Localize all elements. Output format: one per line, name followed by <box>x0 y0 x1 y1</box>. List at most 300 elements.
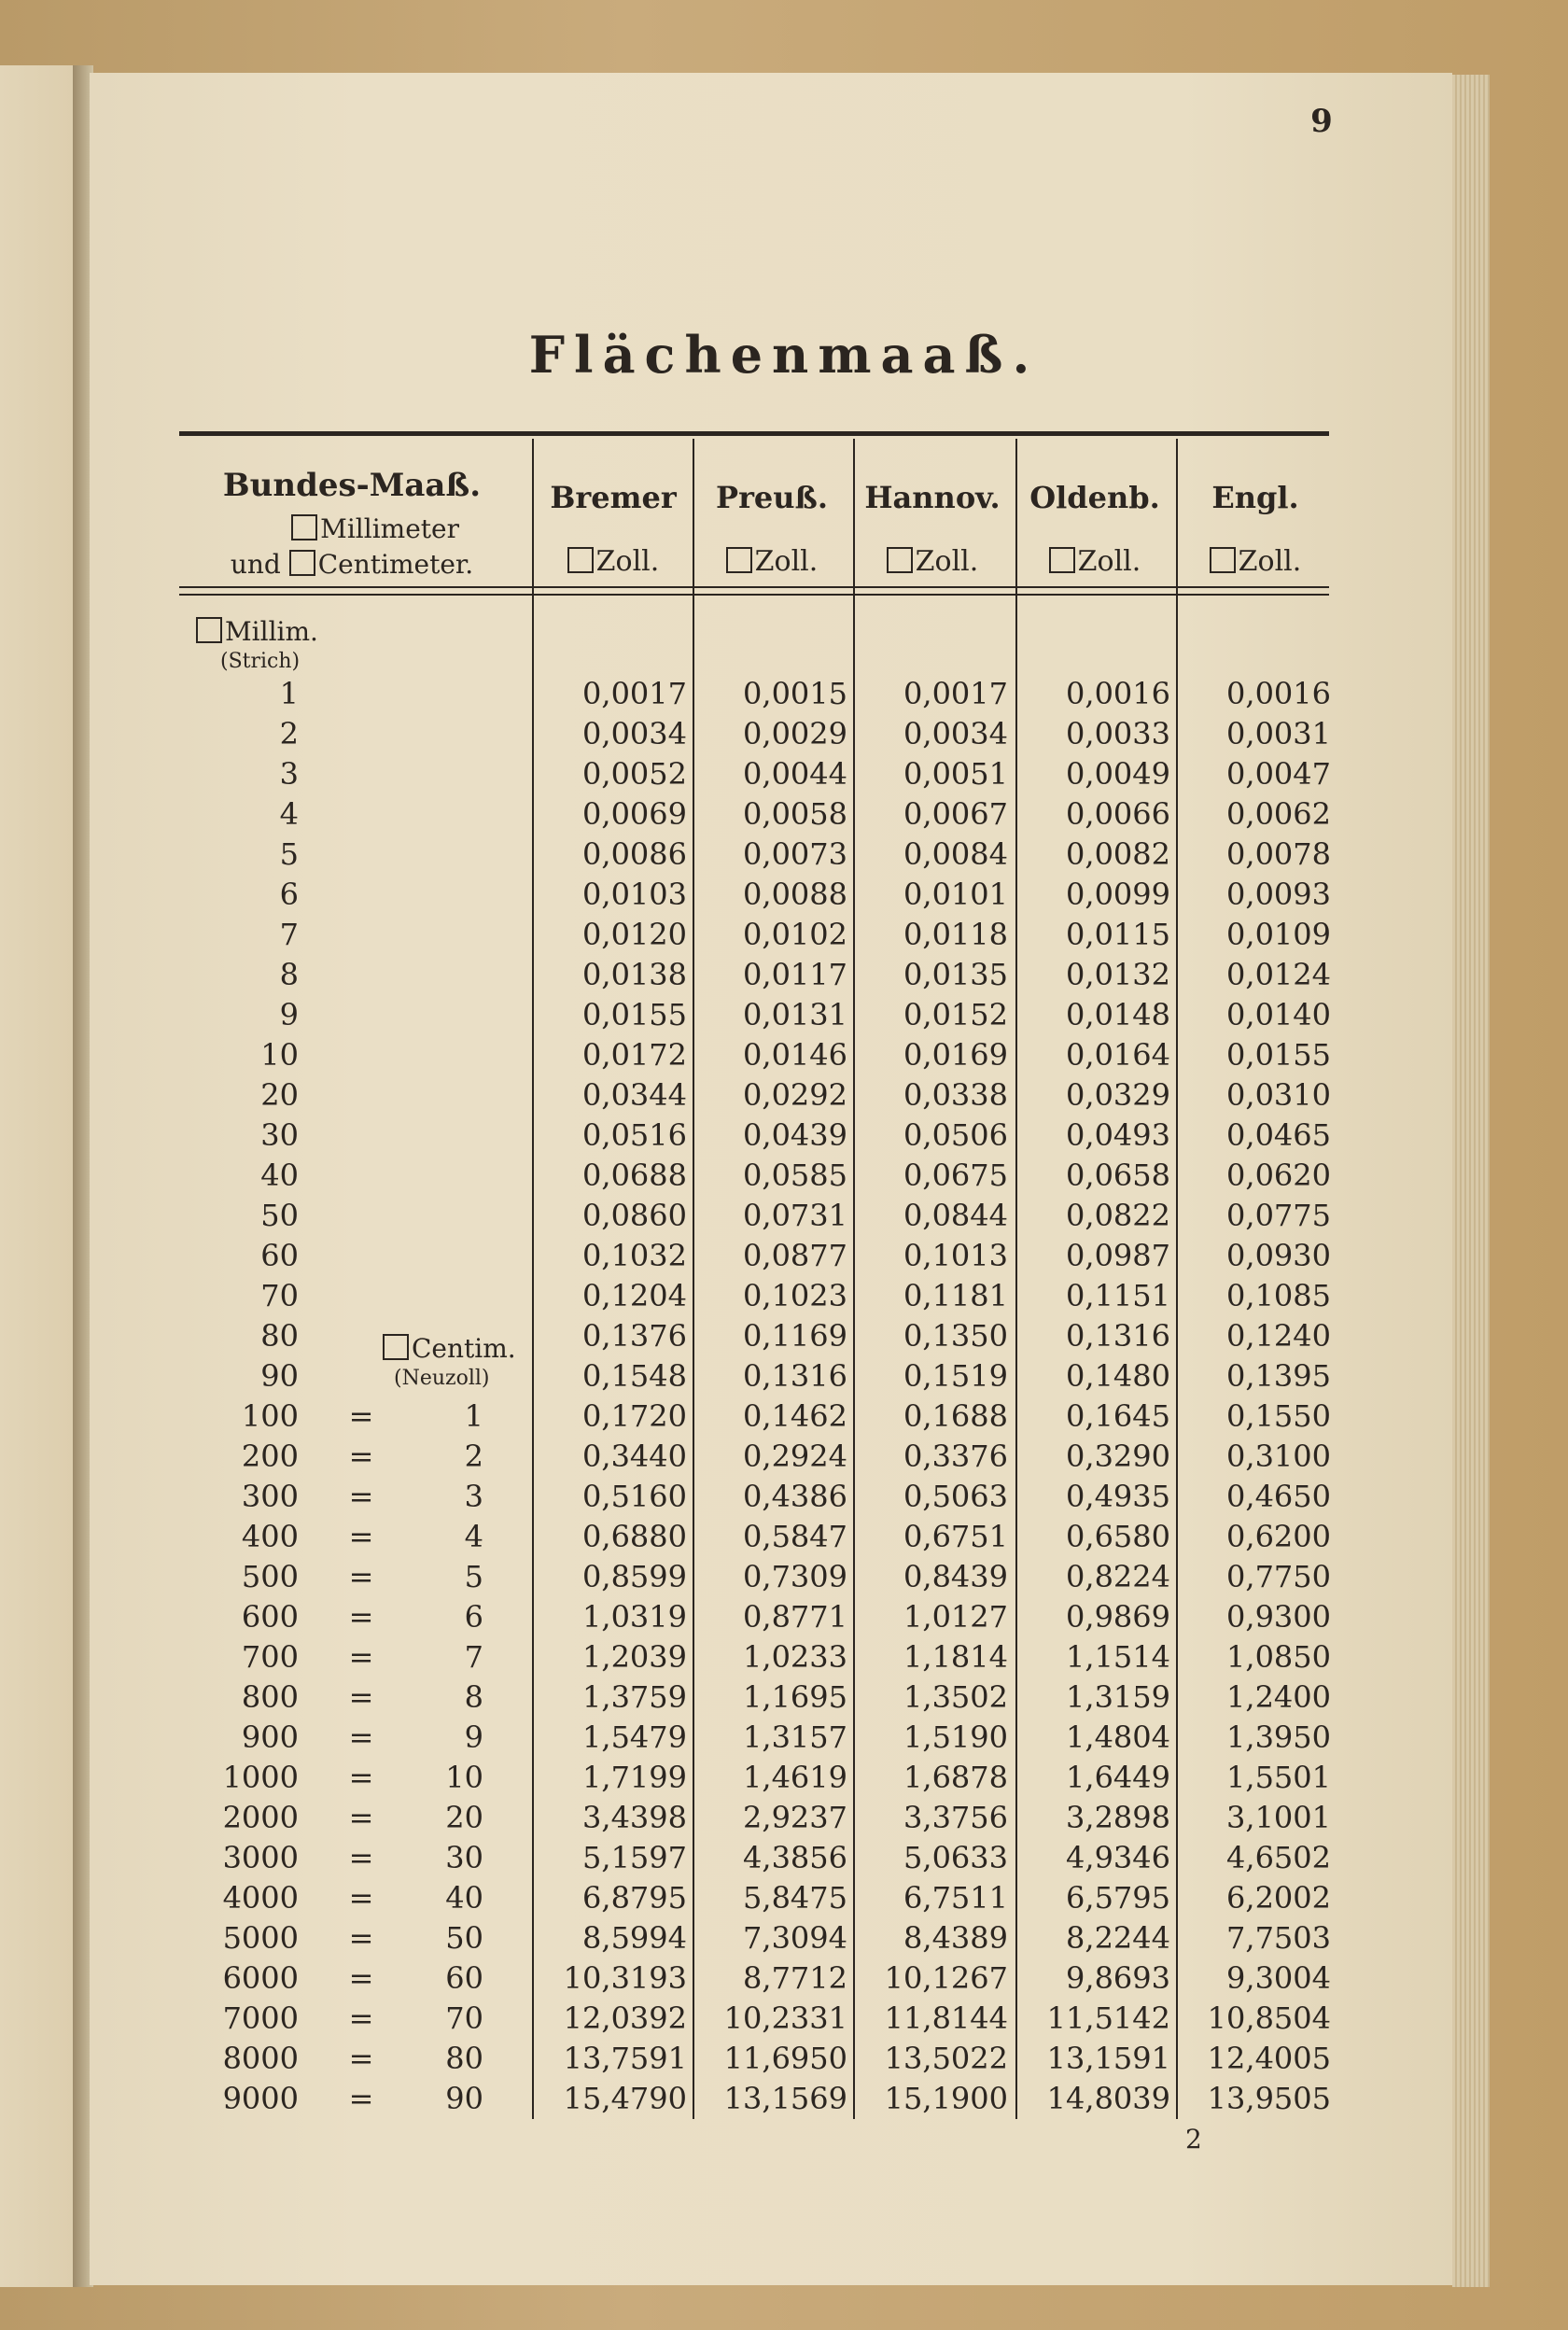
cell-value: 0,0067 <box>903 796 1008 832</box>
cell-equals: = <box>348 1960 374 1996</box>
cell-equals: = <box>348 1398 374 1434</box>
cell-millimeter: 2 <box>279 716 299 751</box>
header-bundes-maass: Bundes-Maaß. <box>222 467 482 504</box>
cell-millimeter: 8 <box>279 957 299 992</box>
cell-value: 10,8504 <box>1207 2000 1331 2036</box>
cell-value: 0,0987 <box>1066 1238 1170 1273</box>
cell-value: 0,1181 <box>903 1278 1008 1313</box>
cell-value: 6,8795 <box>582 1880 687 1916</box>
cell-value: 0,0066 <box>1066 796 1170 832</box>
cell-millimeter: 600 <box>241 1599 299 1635</box>
table-row <box>0 676 1568 716</box>
cell-value: 0,5160 <box>582 1479 687 1514</box>
cell-value: 0,0658 <box>1066 1158 1170 1193</box>
cell-value: 0,3440 <box>582 1439 687 1474</box>
cell-equals: = <box>348 1559 374 1594</box>
cell-value: 0,0082 <box>1066 836 1170 872</box>
cell-value: 0,0338 <box>903 1077 1008 1113</box>
cell-millimeter: 8000 <box>222 2041 299 2076</box>
cell-millimeter: 5000 <box>222 1920 299 1956</box>
cell-centimeter: 7 <box>464 1639 483 1675</box>
cell-millimeter: 90 <box>260 1358 299 1394</box>
cell-value: 1,5479 <box>582 1719 687 1755</box>
cell-value: 0,2924 <box>743 1439 847 1474</box>
table-row <box>0 1117 1568 1158</box>
cell-value: 0,1395 <box>1226 1358 1331 1394</box>
cell-millimeter: 70 <box>260 1278 299 1313</box>
cell-millimeter: 6 <box>279 877 299 912</box>
cell-value: 0,0172 <box>582 1037 687 1073</box>
cell-value: 15,4790 <box>563 2081 687 2116</box>
cell-centimeter: 30 <box>445 1840 483 1875</box>
cell-value: 0,6200 <box>1226 1519 1331 1554</box>
cell-value: 0,0017 <box>903 676 1008 711</box>
cell-value: 0,7309 <box>743 1559 847 1594</box>
cell-value: 6,2002 <box>1226 1880 1331 1916</box>
cell-value: 10,2331 <box>723 2000 847 2036</box>
cell-equals: = <box>348 1800 374 1835</box>
cell-value: 0,0493 <box>1066 1117 1170 1153</box>
cell-value: 0,0084 <box>903 836 1008 872</box>
cell-centimeter: 70 <box>445 2000 483 2036</box>
cell-value: 3,3756 <box>903 1800 1008 1835</box>
cell-value: 0,0029 <box>743 716 847 751</box>
cell-value: 0,0132 <box>1066 957 1170 992</box>
cell-centimeter: 5 <box>464 1559 483 1594</box>
cell-equals: = <box>348 1519 374 1554</box>
cell-value: 1,3950 <box>1226 1719 1331 1755</box>
cell-millimeter: 10 <box>260 1037 299 1073</box>
table-top-rule <box>179 431 1329 436</box>
cell-value: 11,6950 <box>723 2041 847 2076</box>
cell-millimeter: 30 <box>260 1117 299 1153</box>
cell-millimeter: 4000 <box>222 1880 299 1916</box>
cell-value: 0,0118 <box>903 917 1008 952</box>
cell-value: 0,0101 <box>903 877 1008 912</box>
cell-value: 0,8439 <box>903 1559 1008 1594</box>
cell-millimeter: 20 <box>260 1077 299 1113</box>
table-row <box>0 1599 1568 1639</box>
cell-millimeter: 80 <box>260 1318 299 1354</box>
cell-millimeter: 40 <box>260 1158 299 1193</box>
cell-value: 0,0047 <box>1226 756 1331 792</box>
cell-value: 0,9869 <box>1066 1599 1170 1635</box>
cell-centimeter: 3 <box>464 1479 483 1514</box>
cell-value: 0,0292 <box>743 1077 847 1113</box>
cell-value: 0,6580 <box>1066 1519 1170 1554</box>
column-header-name: Preuß. <box>716 480 828 515</box>
cell-value: 1,3502 <box>903 1679 1008 1715</box>
cell-value: 1,4619 <box>743 1760 847 1795</box>
cell-value: 4,3856 <box>743 1840 847 1875</box>
table-row <box>0 1238 1568 1278</box>
cell-value: 0,0135 <box>903 957 1008 992</box>
cell-value: 1,5190 <box>903 1719 1008 1755</box>
cell-value: 5,0633 <box>903 1840 1008 1875</box>
cell-value: 1,7199 <box>582 1760 687 1795</box>
table-row <box>0 1479 1568 1519</box>
cell-value: 1,3159 <box>1066 1679 1170 1715</box>
cell-centimeter: 40 <box>445 1880 483 1916</box>
cell-value: 1,2400 <box>1226 1679 1331 1715</box>
cell-millimeter: 800 <box>241 1679 299 1715</box>
table-row <box>0 877 1568 917</box>
cell-millimeter: 4 <box>279 796 299 832</box>
neuzoll-label: (Neuzoll) <box>394 1367 490 1390</box>
cell-value: 0,0044 <box>743 756 847 792</box>
cell-value: 1,0850 <box>1226 1639 1331 1675</box>
cell-value: 0,0155 <box>582 997 687 1032</box>
table-row <box>0 1719 1568 1760</box>
cell-value: 0,1023 <box>743 1278 847 1313</box>
cell-value: 0,6751 <box>903 1519 1008 1554</box>
table-row <box>0 1960 1568 2000</box>
cell-millimeter: 9000 <box>222 2081 299 2116</box>
cell-value: 1,1814 <box>903 1639 1008 1675</box>
table-row <box>0 997 1568 1037</box>
column-header-unit: Zoll. <box>853 545 1012 578</box>
cell-value: 0,0109 <box>1226 917 1331 952</box>
cell-millimeter: 9 <box>279 997 299 1032</box>
cell-value: 0,0115 <box>1066 917 1170 952</box>
cell-value: 0,0860 <box>582 1198 687 1233</box>
cell-value: 0,1519 <box>903 1358 1008 1394</box>
table-row <box>0 1278 1568 1318</box>
cell-value: 0,0822 <box>1066 1198 1170 1233</box>
column-header-unit: Zoll. <box>693 545 851 578</box>
cell-equals: = <box>348 1639 374 1675</box>
cell-value: 13,5022 <box>884 2041 1008 2076</box>
cell-value: 0,0017 <box>582 676 687 711</box>
cell-value: 0,0516 <box>582 1117 687 1153</box>
table-row <box>0 1318 1568 1358</box>
cell-value: 0,0155 <box>1226 1037 1331 1073</box>
cell-value: 0,1350 <box>903 1318 1008 1354</box>
cell-millimeter: 7000 <box>222 2000 299 2036</box>
cell-value: 0,0103 <box>582 877 687 912</box>
cell-value: 9,3004 <box>1226 1960 1331 1996</box>
cell-value: 0,1376 <box>582 1318 687 1354</box>
cell-value: 13,9505 <box>1207 2081 1331 2116</box>
cell-value: 0,1204 <box>582 1278 687 1313</box>
table-row <box>0 1439 1568 1479</box>
header-centimeter: und Centimeter. <box>230 549 474 580</box>
square-icon <box>289 550 315 576</box>
table-row <box>0 1559 1568 1599</box>
square-icon <box>1210 547 1236 573</box>
cell-value: 0,1645 <box>1066 1398 1170 1434</box>
cell-equals: = <box>348 1599 374 1635</box>
table-row <box>0 2041 1568 2081</box>
table-row <box>0 1800 1568 1840</box>
cell-value: 0,0930 <box>1226 1238 1331 1273</box>
cell-value: 1,2039 <box>582 1639 687 1675</box>
cell-millimeter: 60 <box>260 1238 299 1273</box>
cell-value: 1,0319 <box>582 1599 687 1635</box>
table-row <box>0 1158 1568 1198</box>
column-header-name: Bremer <box>550 480 677 515</box>
cell-value: 0,1688 <box>903 1398 1008 1434</box>
table-row <box>0 716 1568 756</box>
column-header-name: Engl. <box>1211 480 1299 515</box>
cell-value: 0,0078 <box>1226 836 1331 872</box>
cell-equals: = <box>348 2000 374 2036</box>
cell-value: 13,1569 <box>723 2081 847 2116</box>
cell-value: 0,0688 <box>582 1158 687 1193</box>
cell-millimeter: 1000 <box>222 1760 299 1795</box>
cell-value: 1,4804 <box>1066 1719 1170 1755</box>
cell-value: 0,0877 <box>743 1238 847 1273</box>
cell-value: 0,0016 <box>1226 676 1331 711</box>
cell-centimeter: 4 <box>464 1519 483 1554</box>
table-row <box>0 1519 1568 1559</box>
cell-value: 8,4389 <box>903 1920 1008 1956</box>
cell-value: 0,4386 <box>743 1479 847 1514</box>
cell-millimeter: 500 <box>241 1559 299 1594</box>
cell-millimeter: 5 <box>279 836 299 872</box>
cell-value: 0,0146 <box>743 1037 847 1073</box>
cell-value: 12,4005 <box>1207 2041 1331 2076</box>
cell-value: 0,0506 <box>903 1117 1008 1153</box>
strich-label: (Strich) <box>220 650 301 673</box>
cell-centimeter: 8 <box>464 1679 483 1715</box>
table-row <box>0 836 1568 877</box>
cell-value: 0,1169 <box>743 1318 847 1354</box>
cell-value: 0,0016 <box>1066 676 1170 711</box>
cell-centimeter: 10 <box>445 1760 483 1795</box>
cell-value: 0,0086 <box>582 836 687 872</box>
cell-value: 7,7503 <box>1226 1920 1331 1956</box>
cell-centimeter: 1 <box>464 1398 483 1434</box>
cell-millimeter: 2000 <box>222 1800 299 1835</box>
cell-value: 0,0099 <box>1066 877 1170 912</box>
cell-value: 3,1001 <box>1226 1800 1331 1835</box>
cell-value: 7,3094 <box>743 1920 847 1956</box>
cell-value: 0,9300 <box>1226 1599 1331 1635</box>
column-header-name: Oldenb. <box>1029 480 1160 515</box>
cell-millimeter: 400 <box>241 1519 299 1554</box>
cell-value: 0,0844 <box>903 1198 1008 1233</box>
cell-value: 11,5142 <box>1046 2000 1170 2036</box>
cell-centimeter: 50 <box>445 1920 483 1956</box>
cell-value: 0,0775 <box>1226 1198 1331 1233</box>
table-row <box>0 1358 1568 1398</box>
cell-millimeter: 100 <box>241 1398 299 1434</box>
square-icon <box>1049 547 1075 573</box>
column-header-unit: Zoll. <box>1015 545 1174 578</box>
cell-value: 0,0034 <box>582 716 687 751</box>
square-icon <box>567 547 594 573</box>
cell-value: 13,7591 <box>563 2041 687 2076</box>
cell-value: 0,0069 <box>582 796 687 832</box>
cell-equals: = <box>348 1760 374 1795</box>
cell-millimeter: 6000 <box>222 1960 299 1996</box>
cell-value: 0,7750 <box>1226 1559 1331 1594</box>
millim-label: Millim. <box>196 616 318 647</box>
page-number: 9 <box>1310 103 1333 140</box>
cell-millimeter: 200 <box>241 1439 299 1474</box>
cell-value: 0,0310 <box>1226 1077 1331 1113</box>
cell-value: 0,0117 <box>743 957 847 992</box>
cell-equals: = <box>348 1840 374 1875</box>
cell-value: 0,0164 <box>1066 1037 1170 1073</box>
cell-value: 8,7712 <box>743 1960 847 1996</box>
cell-value: 0,0052 <box>582 756 687 792</box>
cell-value: 1,6878 <box>903 1760 1008 1795</box>
cell-centimeter: 2 <box>464 1439 483 1474</box>
cell-value: 0,0062 <box>1226 796 1331 832</box>
cell-value: 14,8039 <box>1046 2081 1170 2116</box>
table-row <box>0 1880 1568 1920</box>
cell-equals: = <box>348 1439 374 1474</box>
table-row <box>0 1760 1568 1800</box>
cell-value: 0,0058 <box>743 796 847 832</box>
cell-value: 0,3376 <box>903 1439 1008 1474</box>
column-header-name: Hannov. <box>864 480 1001 515</box>
cell-value: 3,2898 <box>1066 1800 1170 1835</box>
header-rule <box>179 586 1329 588</box>
cell-value: 1,6449 <box>1066 1760 1170 1795</box>
column-header-unit: Zoll. <box>1176 545 1335 578</box>
table-row <box>0 957 1568 997</box>
cell-value: 0,0034 <box>903 716 1008 751</box>
cell-centimeter: 6 <box>464 1599 483 1635</box>
table-row <box>0 1920 1568 1960</box>
centim-label: Centim. <box>383 1333 516 1364</box>
cell-value: 10,1267 <box>884 1960 1008 1996</box>
cell-value: 9,8693 <box>1066 1960 1170 1996</box>
cell-equals: = <box>348 1679 374 1715</box>
table-row <box>0 1679 1568 1719</box>
cell-value: 0,1462 <box>743 1398 847 1434</box>
cell-value: 0,0051 <box>903 756 1008 792</box>
cell-value: 0,8599 <box>582 1559 687 1594</box>
cell-value: 0,0675 <box>903 1158 1008 1193</box>
cell-value: 1,0233 <box>743 1639 847 1675</box>
cell-value: 4,9346 <box>1066 1840 1170 1875</box>
signature-mark: 2 <box>1185 2124 1202 2155</box>
cell-value: 13,1591 <box>1046 2041 1170 2076</box>
cell-value: 0,0585 <box>743 1158 847 1193</box>
cell-equals: = <box>348 2081 374 2116</box>
cell-value: 6,7511 <box>903 1880 1008 1916</box>
cell-value: 10,3193 <box>563 1960 687 1996</box>
cell-value: 0,1550 <box>1226 1398 1331 1434</box>
cell-millimeter: 50 <box>260 1198 299 1233</box>
cell-value: 5,1597 <box>582 1840 687 1875</box>
cell-value: 0,1151 <box>1066 1278 1170 1313</box>
cell-value: 5,8475 <box>743 1880 847 1916</box>
cell-value: 8,2244 <box>1066 1920 1170 1956</box>
cell-centimeter: 60 <box>445 1960 483 1996</box>
cell-centimeter: 20 <box>445 1800 483 1835</box>
cell-value: 0,5063 <box>903 1479 1008 1514</box>
cell-value: 15,1900 <box>884 2081 1008 2116</box>
cell-value: 2,9237 <box>743 1800 847 1835</box>
cell-equals: = <box>348 1479 374 1514</box>
cell-value: 0,0620 <box>1226 1158 1331 1193</box>
cell-centimeter: 9 <box>464 1719 483 1755</box>
cell-value: 0,0138 <box>582 957 687 992</box>
cell-millimeter: 900 <box>241 1719 299 1755</box>
cell-value: 0,0033 <box>1066 716 1170 751</box>
cell-millimeter: 300 <box>241 1479 299 1514</box>
cell-value: 0,1720 <box>582 1398 687 1434</box>
square-icon <box>291 514 317 540</box>
cell-value: 0,0148 <box>1066 997 1170 1032</box>
cell-value: 0,1480 <box>1066 1358 1170 1394</box>
cell-millimeter: 700 <box>241 1639 299 1675</box>
cell-value: 0,1032 <box>582 1238 687 1273</box>
cell-value: 0,0102 <box>743 917 847 952</box>
cell-value: 0,1316 <box>743 1358 847 1394</box>
header-rule-double <box>179 594 1329 596</box>
cell-equals: = <box>348 1920 374 1956</box>
cell-value: 0,0329 <box>1066 1077 1170 1113</box>
cell-value: 0,8771 <box>743 1599 847 1635</box>
cell-value: 0,0169 <box>903 1037 1008 1073</box>
cell-millimeter: 1 <box>279 676 299 711</box>
cell-value: 0,0049 <box>1066 756 1170 792</box>
cell-value: 1,3759 <box>582 1679 687 1715</box>
cell-value: 0,0131 <box>743 997 847 1032</box>
table-row <box>0 2081 1568 2121</box>
cell-value: 0,0344 <box>582 1077 687 1113</box>
table-row <box>0 1037 1568 1077</box>
cell-value: 0,1548 <box>582 1358 687 1394</box>
table-row <box>0 2000 1568 2041</box>
cell-value: 0,1240 <box>1226 1318 1331 1354</box>
cell-value: 4,6502 <box>1226 1840 1331 1875</box>
cell-value: 0,0031 <box>1226 716 1331 751</box>
square-icon <box>196 617 222 643</box>
cell-value: 0,6880 <box>582 1519 687 1554</box>
cell-value: 3,4398 <box>582 1800 687 1835</box>
cell-equals: = <box>348 2041 374 2076</box>
square-icon <box>887 547 913 573</box>
cell-value: 0,0439 <box>743 1117 847 1153</box>
header-millimeter: Millimeter <box>179 513 459 544</box>
cell-centimeter: 80 <box>445 2041 483 2076</box>
cell-value: 6,5795 <box>1066 1880 1170 1916</box>
cell-value: 0,0731 <box>743 1198 847 1233</box>
table-row <box>0 1077 1568 1117</box>
cell-value: 0,0120 <box>582 917 687 952</box>
cell-millimeter: 7 <box>279 917 299 952</box>
cell-value: 11,8144 <box>884 2000 1008 2036</box>
column-header-unit: Zoll. <box>534 545 693 578</box>
cell-value: 0,0015 <box>743 676 847 711</box>
cell-value: 8,5994 <box>582 1920 687 1956</box>
cell-value: 0,0088 <box>743 877 847 912</box>
cell-value: 0,5847 <box>743 1519 847 1554</box>
cell-equals: = <box>348 1719 374 1755</box>
cell-value: 1,3157 <box>743 1719 847 1755</box>
cell-value: 0,0465 <box>1226 1117 1331 1153</box>
cell-equals: = <box>348 1880 374 1916</box>
cell-value: 0,0152 <box>903 997 1008 1032</box>
table-row <box>0 756 1568 796</box>
cell-value: 1,1514 <box>1066 1639 1170 1675</box>
cell-value: 0,0124 <box>1226 957 1331 992</box>
cell-value: 12,0392 <box>563 2000 687 2036</box>
table-row <box>0 1198 1568 1238</box>
cell-value: 0,0140 <box>1226 997 1331 1032</box>
page-title: Flächenmaaß. <box>528 325 1040 385</box>
cell-value: 1,5501 <box>1226 1760 1331 1795</box>
cell-value: 0,4935 <box>1066 1479 1170 1514</box>
cell-value: 0,1085 <box>1226 1278 1331 1313</box>
